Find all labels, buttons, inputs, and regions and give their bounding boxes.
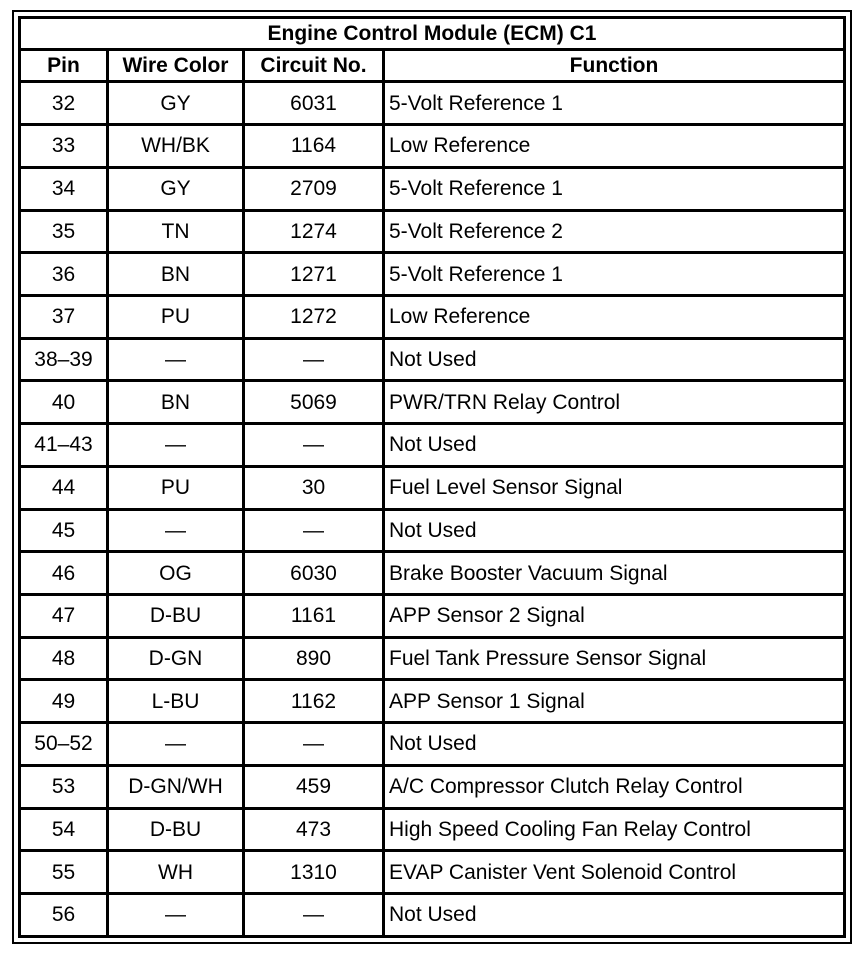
circuit-no-cell: — [244, 723, 384, 766]
title-row [20, 18, 845, 50]
pin-cell: 33 [20, 125, 108, 168]
circuit-no-cell: — [244, 894, 384, 937]
function-cell: PWR/TRN Relay Control [384, 381, 845, 424]
table-row [20, 595, 845, 638]
wire-color-cell: — [108, 723, 244, 766]
table-row [20, 295, 845, 338]
wire-color-cell: WH [108, 851, 244, 894]
circuit-no-cell: — [244, 509, 384, 552]
table-row [20, 723, 845, 766]
wire-color-cell: BN [108, 381, 244, 424]
function-cell: Fuel Tank Pressure Sensor Signal [384, 637, 845, 680]
wire-color-cell: — [108, 894, 244, 937]
circuit-no-cell: 2709 [244, 167, 384, 210]
wire-color-cell: L-BU [108, 680, 244, 723]
pin-cell: 45 [20, 509, 108, 552]
table-row [20, 680, 845, 723]
circuit-no-cell: 30 [244, 466, 384, 509]
pin-cell: 37 [20, 295, 108, 338]
function-cell: Low Reference [384, 295, 845, 338]
circuit-no-cell: 890 [244, 637, 384, 680]
circuit-no-cell: 1161 [244, 595, 384, 638]
pin-cell: 32 [20, 82, 108, 125]
table-row [20, 894, 845, 937]
table-row [20, 637, 845, 680]
pin-cell: 49 [20, 680, 108, 723]
wire-color-cell: — [108, 338, 244, 381]
pin-cell: 40 [20, 381, 108, 424]
function-cell: EVAP Canister Vent Solenoid Control [384, 851, 845, 894]
function-cell: Not Used [384, 338, 845, 381]
wire-color-cell: D-BU [108, 808, 244, 851]
wire-color-cell: GY [108, 82, 244, 125]
wire-color-cell: — [108, 509, 244, 552]
circuit-no-cell: 1271 [244, 253, 384, 296]
function-cell: 5-Volt Reference 2 [384, 210, 845, 253]
circuit-no-cell: 1272 [244, 295, 384, 338]
pin-cell: 53 [20, 765, 108, 808]
circuit-no-cell: 6030 [244, 552, 384, 595]
table-row [20, 210, 845, 253]
wire-color-cell: OG [108, 552, 244, 595]
pin-cell: 54 [20, 808, 108, 851]
table-row [20, 808, 845, 851]
circuit-no-cell: 5069 [244, 381, 384, 424]
pin-cell: 55 [20, 851, 108, 894]
pin-cell: 38–39 [20, 338, 108, 381]
wire-color-cell: D-GN/WH [108, 765, 244, 808]
table-row [20, 125, 845, 168]
function-cell: 5-Volt Reference 1 [384, 253, 845, 296]
table-row [20, 253, 845, 296]
wire-color-cell: TN [108, 210, 244, 253]
pin-cell: 50–52 [20, 723, 108, 766]
pin-cell: 48 [20, 637, 108, 680]
table-row [20, 552, 845, 595]
function-cell: A/C Compressor Clutch Relay Control [384, 765, 845, 808]
circuit-no-cell: 473 [244, 808, 384, 851]
pin-cell: 44 [20, 466, 108, 509]
table-row [20, 851, 845, 894]
function-cell: 5-Volt Reference 1 [384, 167, 845, 210]
function-cell: APP Sensor 2 Signal [384, 595, 845, 638]
pin-cell: 46 [20, 552, 108, 595]
circuit-no-cell: 459 [244, 765, 384, 808]
function-cell: 5-Volt Reference 1 [384, 82, 845, 125]
table-row [20, 381, 845, 424]
function-cell: Fuel Level Sensor Signal [384, 466, 845, 509]
function-cell: Brake Booster Vacuum Signal [384, 552, 845, 595]
table-row [20, 509, 845, 552]
wire-color-cell: GY [108, 167, 244, 210]
wire-color-cell: PU [108, 295, 244, 338]
wire-color-cell: PU [108, 466, 244, 509]
column-header-circuit-no: Circuit No. [244, 50, 384, 82]
function-cell: Low Reference [384, 125, 845, 168]
circuit-no-cell: 6031 [244, 82, 384, 125]
pinout-table-frame [12, 10, 852, 944]
pin-cell: 35 [20, 210, 108, 253]
circuit-no-cell: — [244, 338, 384, 381]
table-row [20, 167, 845, 210]
pin-cell: 56 [20, 894, 108, 937]
pin-cell: 36 [20, 253, 108, 296]
column-header-function: Function [384, 50, 845, 82]
table-body [20, 82, 845, 937]
column-header-wire-color: Wire Color [108, 50, 244, 82]
function-cell: Not Used [384, 424, 845, 467]
wire-color-cell: D-BU [108, 595, 244, 638]
circuit-no-cell: 1310 [244, 851, 384, 894]
function-cell: APP Sensor 1 Signal [384, 680, 845, 723]
pin-cell: 34 [20, 167, 108, 210]
table-row [20, 765, 845, 808]
function-cell: Not Used [384, 509, 845, 552]
function-cell: High Speed Cooling Fan Relay Control [384, 808, 845, 851]
wire-color-cell: D-GN [108, 637, 244, 680]
pin-cell: 41–43 [20, 424, 108, 467]
wire-color-cell: BN [108, 253, 244, 296]
circuit-no-cell: — [244, 424, 384, 467]
table-row [20, 82, 845, 125]
circuit-no-cell: 1162 [244, 680, 384, 723]
header-row [20, 50, 845, 82]
column-header-pin: Pin [20, 50, 108, 82]
table-row [20, 466, 845, 509]
wire-color-cell: WH/BK [108, 125, 244, 168]
circuit-no-cell: 1164 [244, 125, 384, 168]
function-cell: Not Used [384, 723, 845, 766]
table-row [20, 424, 845, 467]
ecm-c1-pinout-table [18, 16, 846, 938]
function-cell: Not Used [384, 894, 845, 937]
circuit-no-cell: 1274 [244, 210, 384, 253]
table-row [20, 338, 845, 381]
table-title: Engine Control Module (ECM) C1 [20, 18, 845, 50]
wire-color-cell: — [108, 424, 244, 467]
pin-cell: 47 [20, 595, 108, 638]
